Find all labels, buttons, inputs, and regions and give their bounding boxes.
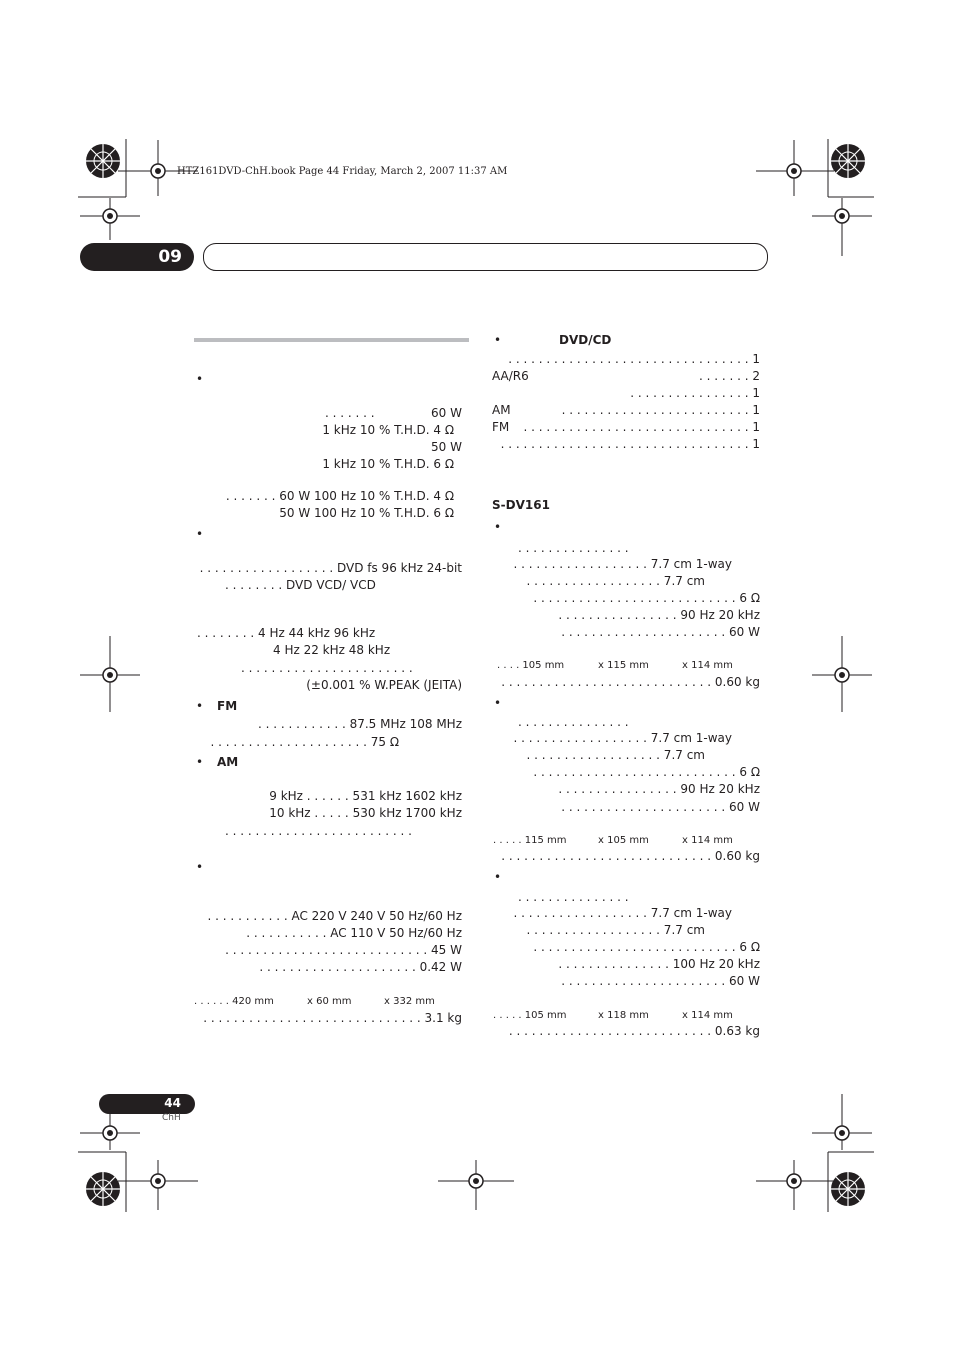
section-heading-am: AM <box>217 755 239 769</box>
spec-row: . . . . . . . . . . . . . . . . . . . . . . . . . . . 6 Ω <box>533 591 760 605</box>
spec-row: . . . . . . . . . . . AC 220 V 240 V 50 Hz/60 Hz <box>207 909 462 923</box>
leader-dots: . . . . . . . . . . . . . . . <box>518 541 629 555</box>
dimension-height: x 105 mm <box>598 835 649 846</box>
spec-row: . . . . . . . . DVD VCD/ VCD <box>225 578 376 592</box>
spec-row: . . . . . . . . . . . . . . . . . . DVD fs 96 kHz 24-bit <box>199 561 462 575</box>
accessory-row: . . . . . . . . . . . . . . . . 1 <box>630 386 760 400</box>
dimension-depth: x 114 mm <box>682 835 733 846</box>
dimension-depth: x 114 mm <box>682 660 733 671</box>
dimension-width: . . . . . 115 mm <box>493 835 567 846</box>
spec-row: . . . . . . . . . . . . . . . . . . . . . . 60 W <box>561 800 760 814</box>
spec-row: . . . . . . . . . . . . . . . . . . . . . . . . . . . 6 Ω <box>533 765 760 779</box>
bullet: • <box>494 520 502 534</box>
section-rule <box>194 338 469 342</box>
dimension-depth: x 332 mm <box>384 996 435 1007</box>
accessory-label: AM <box>492 403 511 417</box>
page-number: 44 <box>164 1096 181 1110</box>
spec-row: . . . . . . . . . . . . . . . . . . . . . . . . . . . 6 Ω <box>533 940 760 954</box>
accessory-label: FM <box>492 420 510 434</box>
dimension-width: . . . . . . 420 mm <box>194 996 274 1007</box>
leader-dots: . . . . . . . . . . . . . . . <box>518 715 629 729</box>
dimension-width: . . . . 105 mm <box>497 660 565 671</box>
section-heading-fm: FM <box>217 699 238 713</box>
spec-condition: 1 kHz 10 % T.H.D. 4 Ω <box>322 423 454 437</box>
spec-row: . . . . . . . . . . . . . . . . . . 7.7 cm 1-way <box>513 557 732 571</box>
dimension-height: x 118 mm <box>598 1010 649 1021</box>
spec-row: 9 kHz . . . . . . 531 kHz 1602 kHz <box>269 789 462 803</box>
spec-row: . . . . . . . 60 W 100 Hz 10 % T.H.D. 4 Ω <box>225 489 454 503</box>
spec-row: . . . . . . . . . . . . . . . . . . 7.7 cm 1-way <box>513 731 732 745</box>
bullet: • <box>196 860 204 874</box>
spec-row: . . . . . . . . . . . . 87.5 MHz 108 MHz <box>258 717 462 731</box>
accessory-row: . . . . . . . . . . . . . . . . . . . . . . . . . . . . . . . . 1 <box>508 352 760 366</box>
language-code: ChH <box>162 1113 181 1123</box>
page-number-badge <box>99 1094 195 1114</box>
chapter-title-bar <box>203 243 768 271</box>
section-heading-accessories: DVD/CD <box>559 333 612 347</box>
spec-row: . . . . . . . . . . . . . . . . . . . . . 0.42 W <box>259 960 462 974</box>
leader-dots: . . . . . . . <box>325 406 375 420</box>
bullet: • <box>196 372 204 386</box>
spec-row: . . . . . . . . . . . . . . . . . . 7.7 cm <box>526 748 705 762</box>
spec-value: 50 W <box>431 440 462 454</box>
spec-row: . . . . . . . . . . . . . . . . . . 7.7 cm 1-way <box>513 906 732 920</box>
spec-row: . . . . . . . . . . . . . . . . . . . . . . . . . . . 0.63 kg <box>508 1024 760 1038</box>
spec-row: . . . . . . . . . . . . . . . . . . 7.7 cm <box>526 574 705 588</box>
section-heading-s-dv161: S-DV161 <box>492 498 550 512</box>
spec-row: . . . . . . . . . . . . . . . . 90 Hz 20 kHz <box>558 782 760 796</box>
spec-row: 4 Hz 22 kHz 48 kHz <box>273 643 391 657</box>
spec-row: . . . . . . . . . . . . . . . . . . . . . 75 Ω <box>210 735 399 749</box>
spec-row: . . . . . . . . . . . . . . . 100 Hz 20 kHz <box>558 957 760 971</box>
spec-row: 10 kHz . . . . . 530 kHz 1700 kHz <box>269 806 462 820</box>
accessory-row: . . . . . . . . . . . . . . . . . . . . . . . . . . . . . . . . . 1 <box>500 437 760 451</box>
spec-row: . . . . . . . . . . . . . . . . . . . . . . 60 W <box>561 625 760 639</box>
spec-row: . . . . . . . . . . . . . . . . . . . . . . . . . . . 45 W <box>225 943 462 957</box>
spec-row: . . . . . . . . . . . . . . . . . . . . . . . . . . . . 0.60 kg <box>501 849 760 863</box>
bullet: • <box>196 527 204 541</box>
bullet: • <box>196 755 204 769</box>
spec-row: . . . . . . . . . . . AC 110 V 50 Hz/60 Hz <box>246 926 462 940</box>
dimension-depth: x 114 mm <box>682 1010 733 1021</box>
spec-row: . . . . . . . . . . . . . . . . . . . . . . . . . . . . 0.60 kg <box>501 675 760 689</box>
accessory-count: . . . . . . . 2 <box>698 369 760 383</box>
dimension-height: x 115 mm <box>598 660 649 671</box>
spec-value: 60 W <box>431 406 462 420</box>
file-header: HTZ161DVD-ChH.book Page 44 Friday, March 2, 2007 11:37 AM <box>177 166 508 177</box>
spec-condition: 1 kHz 10 % T.H.D. 6 Ω <box>322 457 454 471</box>
spec-row: . . . . . . . . . . . . . . . . . . 7.7 cm <box>526 923 705 937</box>
accessory-label: AA/R6 <box>492 369 529 383</box>
bullet: • <box>494 333 502 347</box>
dimension-width: . . . . . 105 mm <box>493 1010 567 1021</box>
chapter-badge <box>80 243 194 271</box>
accessory-count: . . . . . . . . . . . . . . . . . . . . . . . . . . . . . . 1 <box>523 420 760 434</box>
spec-row: . . . . . . . . . . . . . . . . 90 Hz 20 kHz <box>558 608 760 622</box>
spec-row: . . . . . . . . . . . . . . . . . . . . . . . . . . . . . 3.1 kg <box>203 1011 462 1025</box>
leader-dots: . . . . . . . . . . . . . . . . . . . . . . . . . <box>225 824 412 838</box>
leader-dots: . . . . . . . . . . . . . . . <box>518 890 629 904</box>
dimension-height: x 60 mm <box>307 996 352 1007</box>
bullet: • <box>494 696 502 710</box>
spec-row: . . . . . . . . 4 Hz 44 kHz 96 kHz <box>197 626 376 640</box>
spec-row: . . . . . . . . . . . . . . . . . . . . . . 60 W <box>561 974 760 988</box>
chapter-number: 09 <box>158 247 182 267</box>
bullet: • <box>196 699 204 713</box>
leader-dots: . . . . . . . . . . . . . . . . . . . . . . . <box>241 661 413 675</box>
spec-row: (±0.001 % W.PEAK (JEITA) <box>306 678 462 692</box>
accessory-count: . . . . . . . . . . . . . . . . . . . . . . . . . 1 <box>561 403 760 417</box>
spec-row: 50 W 100 Hz 10 % T.H.D. 6 Ω <box>279 506 454 520</box>
bullet: • <box>494 870 502 884</box>
